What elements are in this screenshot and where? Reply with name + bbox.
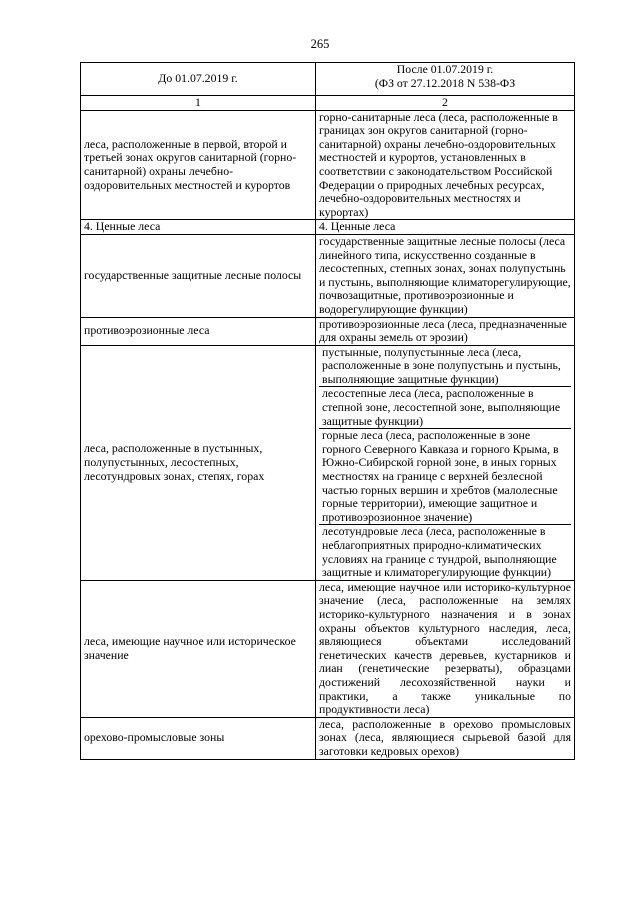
column-number-1: 1 — [81, 96, 316, 111]
row-shelterbelts-after: государственные защитные лесные полосы (леса линейного типа, искусственно созданные в лесостепных, степных зонах, зонах полупустынь и пустынь, выполняющие климаторегулирующие, почвозащитные, противоэрозионные и водорегулирующие функции) — [316, 234, 575, 317]
header-before: До 01.07.2019 г. — [81, 63, 316, 96]
section-row — [81, 220, 575, 235]
comparison-table — [80, 62, 575, 760]
column-number-row — [81, 96, 575, 111]
table-row — [81, 345, 575, 580]
page-number: 265 — [310, 37, 330, 51]
header-after — [316, 63, 575, 96]
mountain-forests-cell: горные леса (леса, расположенные в зоне горного Северного Кавказа и горного Крыма, в Южно-Сибирской горной зоне, в иных горных местностях на границе с верхней безлесной частью горных вершин и хребтов (малолесные горные территории), имеющие защитное и противоэрозионное значение) — [319, 429, 571, 525]
row-zones-before: леса, расположенные в пустынных, полупустынных, лесостепных, лесотундровых зонах, степях, горах — [81, 345, 316, 580]
row-sanitary-before: леса, расположенные в первой, второй и третьей зонах округов санитарной (горно-санитарной) охраны лечебно-оздоровительных местностей и курортов — [81, 110, 316, 220]
row-nut-zones-after: леса, расположенные в орехово промысловых зонах (леса, являющиеся сырьевой базой для заготовки кедровых орехов) — [316, 717, 575, 759]
table-header-row — [81, 63, 575, 96]
row-nut-zones-before: орехово-промысловые зоны — [81, 717, 316, 759]
table-row — [81, 317, 575, 345]
row-scientific-before: леса, имеющие научное или историческое значение — [81, 580, 316, 717]
row-antierosion-before: противоэрозионные леса — [81, 317, 316, 345]
row-scientific-after: леса, имеющие научное или историко-культурное значение (леса, расположенные на землях историко-культурного назначения и в зонах охраны объектов культурного наследия, леса, являющиеся объектами исследований генетических качеств деревьев, кустарников и лиан (генетические резерваты), образцами достижений лесохозяйственной науки и практики, а также уникальные по продуктивности леса) — [316, 580, 575, 717]
forest-steppe-cell: лесостепные леса (леса, расположенные в степной зоне, лесостепной зоне, выполняющие защитные функции) — [319, 387, 571, 429]
section-heading-after: 4. Ценные леса — [316, 220, 575, 235]
table-row — [81, 580, 575, 717]
row-zones-after — [316, 345, 575, 580]
table-row — [81, 717, 575, 759]
header-after-date: После 01.07.2019 г. — [396, 62, 494, 76]
desert-forests-cell: пустынные, полупустынные леса (леса, расположенные в зоне полупустынь и пустынь, выполняющие защитные функции) — [319, 346, 571, 387]
table-row — [81, 234, 575, 317]
header-after-law: (ФЗ от 27.12.2018 N 538-ФЗ — [374, 75, 516, 90]
row-antierosion-after: противоэрозионные леса (леса, предназначенные для охраны земель от эрозии) — [316, 317, 575, 345]
column-number-2: 2 — [316, 96, 575, 111]
section-heading-before: 4. Ценные леса — [81, 220, 316, 235]
forest-tundra-cell: лесотундровые леса (леса, расположенные в неблагоприятных природно-климатических условиях на границе с тундрой, выполняющие защитные и климаторегулирующие функции) — [322, 524, 557, 580]
row-shelterbelts-before: государственные защитные лесные полосы — [81, 234, 316, 317]
row-sanitary-after: горно-санитарные леса (леса, расположенные в границах зон округов санитарной (горно-санитарной) охраны лечебно-оздоровительных местностей и курортов, установленных в соответствии с законодательством Российской Федерации о природных лечебных ресурсах, лечебно-оздоровительных местностях и курортах) — [316, 110, 575, 220]
table-row — [81, 110, 575, 220]
